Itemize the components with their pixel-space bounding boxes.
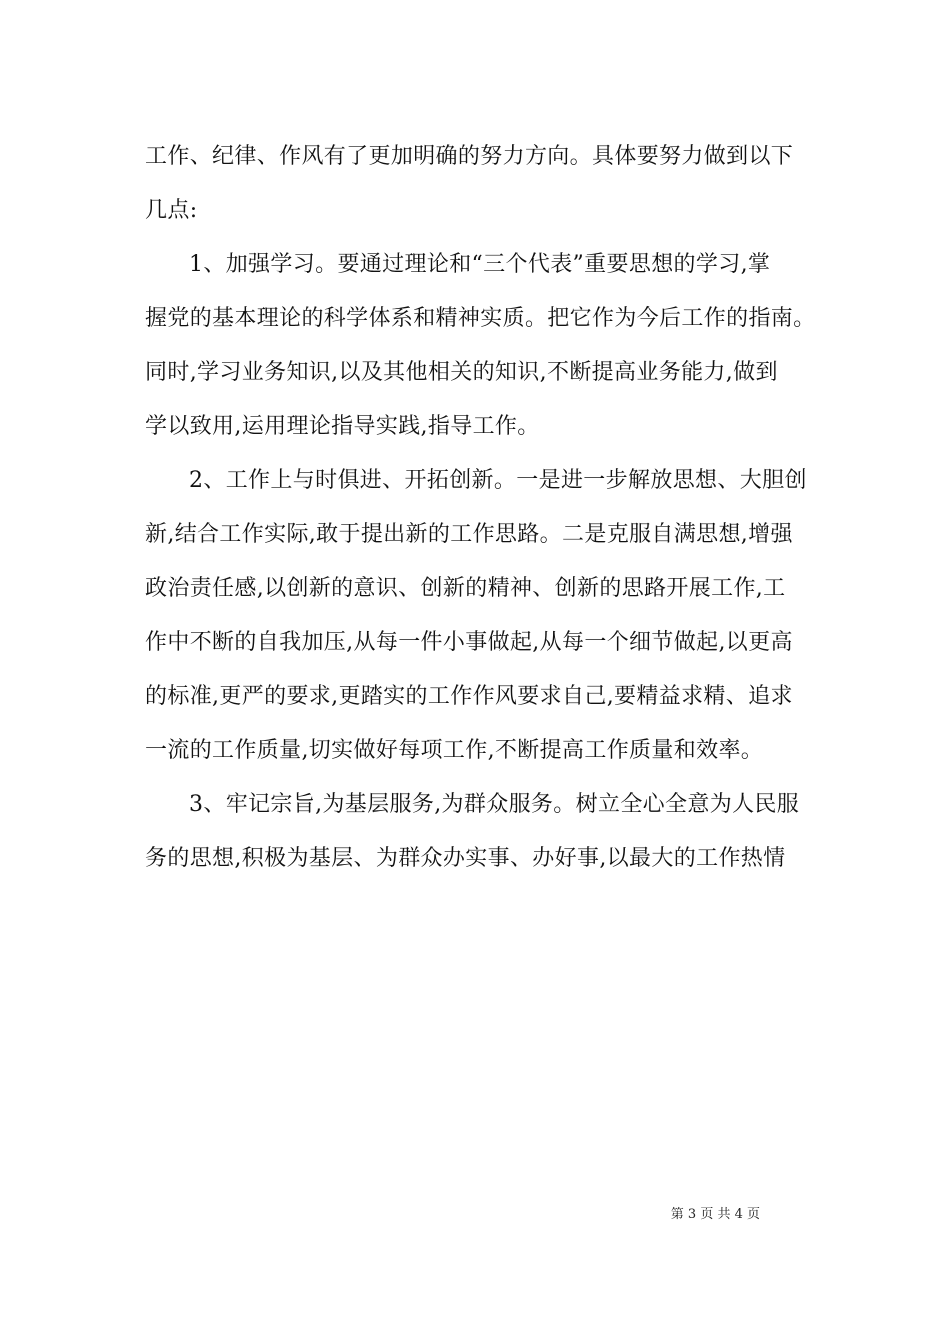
document-body <box>145 130 816 886</box>
text-line: 几点: <box>145 198 198 223</box>
text-line: 务的思想,积极为基层、为群众办实事、办好事,以最大的工作热情 <box>145 846 786 871</box>
paragraph-2-start: 2、工作上与时俱进、开拓创新。一是进一步解放思想、大胆创 <box>189 468 807 493</box>
page-number-footer: 第 3 页 共 4 页 <box>670 1207 760 1222</box>
text-line: 同时,学习业务知识,以及其他相关的知识,不断提高业务能力,做到 <box>145 360 778 385</box>
paragraph-1-start: 1、加强学习。要通过理论和“三个代表”重要思想的学习,掌 <box>189 252 771 277</box>
text-line: 一流的工作质量,切实做好每项工作,不断提高工作质量和效率。 <box>145 738 764 763</box>
text-line: 新,结合工作实际,敢于提出新的工作思路。二是克服自满思想,增强 <box>145 522 793 547</box>
text-line: 学以致用,运用理论指导实践,指导工作。 <box>145 414 540 439</box>
text-line: 政治责任感,以创新的意识、创新的精神、创新的思路开展工作,工 <box>145 576 786 601</box>
text-line: 作中不断的自我加压,从每一件小事做起,从每一个细节做起,以更高 <box>145 630 793 655</box>
text-line: 工作、纪律、作风有了更加明确的努力方向。具体要努力做到以下 <box>145 144 794 169</box>
paragraph-3-start: 3、牢记宗旨,为基层服务,为群众服务。树立全心全意为人民服 <box>189 792 800 817</box>
text-line: 握党的基本理论的科学体系和精神实质。把它作为今后工作的指南。 <box>145 306 816 331</box>
text-line: 的标准,更严的要求,更踏实的工作作风要求自己,要精益求精、追求 <box>145 684 793 709</box>
